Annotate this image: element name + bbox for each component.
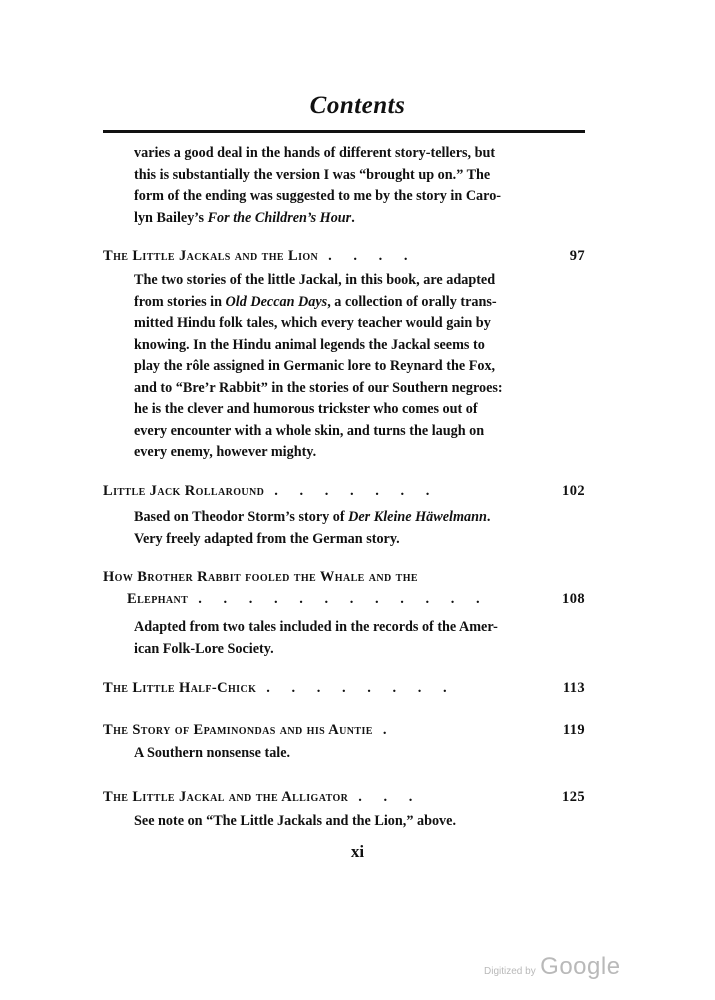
book-title: Der Kleine Häwelmann (348, 509, 487, 525)
toc-entry-little-jackal-alligator (103, 786, 585, 808)
page-number: 113 (562, 680, 585, 696)
entry-title: The Story of Epaminondas and his Auntie (103, 722, 373, 738)
note-line: mitted Hindu folk tales, which every teacher would gain by (134, 315, 491, 331)
header-rule (103, 130, 585, 133)
google-logo: Google (540, 953, 621, 980)
note-line: Adapted from two tales included in the records of the Amer- (134, 619, 498, 635)
entry-title: Little Jack Rollaround (103, 483, 265, 499)
toc-entry-brother-rabbit (103, 566, 585, 610)
page-number: 97 (569, 248, 585, 264)
entry-title: How Brother Rabbit fooled the Whale and the (103, 569, 418, 585)
leader-dots: . . . . . . . . . . . . (198, 591, 489, 607)
book-title: Old Deccan Days (225, 293, 328, 310)
note-line: every encounter with a whole skin, and turns the laugh on (134, 422, 485, 439)
leader-dots: . . . (358, 789, 422, 805)
note-line: A Southern nonsense tale. (134, 745, 291, 761)
entry-title: The Little Half-Chick (103, 680, 257, 696)
digitized-watermark (484, 953, 621, 981)
note-line: Very freely adapted from the German story. (134, 530, 400, 547)
note-line: this is substantially the version I was “brought up on.” The (134, 166, 491, 183)
note-line: ican Folk-Lore Society. (134, 640, 274, 657)
page-number: 108 (562, 591, 585, 607)
page-number: 125 (562, 789, 585, 805)
page-title: Contents (309, 92, 406, 119)
toc-entry-little-half-chick (103, 677, 585, 699)
note-line: from stories in Old Deccan Days, a collection of orally trans- (134, 293, 497, 310)
entry-note (134, 743, 584, 765)
entry-title: The Little Jackal and the Alligator (103, 789, 349, 805)
note-line: form of the ending was suggested to me by the story in Caro- (134, 188, 502, 204)
note-line: See note on “The Little Jackals and the Lion,” above. (134, 813, 456, 829)
continuation-note (134, 143, 584, 229)
note-line: lyn Bailey’s For the Children’s Hour. (134, 209, 355, 226)
entry-note (134, 811, 584, 833)
toc-entry-epaminondas (103, 719, 585, 741)
note-line: Based on Theodor Storm’s story of Der Kleine Häwelmann. (134, 509, 491, 525)
watermark-prefix: Digitized by (484, 966, 536, 977)
note-line: he is the clever and humorous trickster who comes out of (134, 401, 478, 417)
note-line: play the rôle assigned in Germanic lore to Reynard the Fox, (134, 358, 496, 374)
toc-entry-little-jackals-lion (103, 245, 585, 267)
leader-dots: . (382, 722, 396, 738)
note-line: and to “Bre’r Rabbit” in the stories of our Southern negroes: (134, 379, 503, 396)
entry-note (134, 270, 584, 464)
entry-title-continued: Elephant (127, 591, 189, 607)
entry-note (134, 507, 584, 550)
note-line: every enemy, however mighty. (134, 444, 317, 460)
book-title: For the Children’s Hour (207, 209, 352, 226)
page-number: 119 (562, 722, 585, 738)
entry-title: The Little Jackals and the Lion (103, 248, 319, 264)
leader-dots: . . . . (328, 248, 417, 264)
toc-entry-little-jack-rollaround (103, 480, 585, 502)
page-number: 102 (562, 483, 585, 499)
page-folio: xi (350, 842, 365, 861)
note-line: varies a good deal in the hands of different story-tellers, but (134, 145, 496, 161)
leader-dots: . . . . . . . (274, 483, 439, 499)
note-line: knowing. In the Hindu animal legends the Jackal seems to (134, 336, 485, 353)
entry-note (134, 617, 584, 660)
note-line: The two stories of the little Jackal, in this book, are adapted (134, 272, 496, 288)
leader-dots: . . . . . . . . (266, 680, 456, 696)
